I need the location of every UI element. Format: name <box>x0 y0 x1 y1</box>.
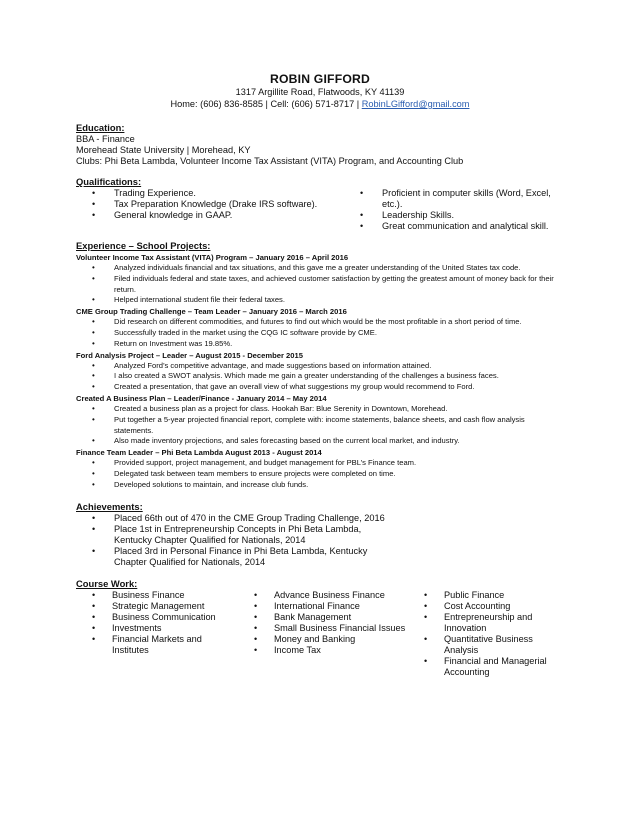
address-line: 1317 Argillite Road, Flatwoods, KY 41139 <box>235 87 405 97</box>
list-item: • Trading Experience. <box>76 188 344 199</box>
list-item: • Return on Investment was 19.85%. <box>76 339 564 350</box>
list-item: • Financial Markets and Institutes <box>76 634 238 656</box>
project-bullets <box>76 317 564 349</box>
resume-page <box>76 72 564 678</box>
project-title: CME Group Trading Challenge – Team Leader – January 2016 – March 2016 <box>76 307 347 317</box>
list-item: • Also made inventory projections, and sales forecasting based on the current local market, and industry. <box>76 436 564 447</box>
qualifications-left-list <box>76 188 344 232</box>
project-bullets <box>76 458 564 490</box>
list-item: • Income Tax <box>238 645 408 656</box>
list-item: • General knowledge in GAAP. <box>76 210 344 221</box>
list-item: • Provided support, project management, and budget management for PBL’s Finance team. <box>76 458 564 469</box>
list-item: • Developed solutions to maintain, and increase club funds. <box>76 480 564 491</box>
candidate-name: ROBIN GIFFORD <box>269 72 371 86</box>
list-item: • I also created a SWOT analysis. Which made me gain a greater understanding of the challenges a business faces. <box>76 371 564 382</box>
email-link[interactable]: RobinLGifford@gmail.com <box>361 99 470 109</box>
project-bullets <box>76 263 564 306</box>
coursework-col-3 <box>408 590 564 678</box>
list-item: • Cost Accounting <box>408 601 564 612</box>
list-item: • Bank Management <box>238 612 408 623</box>
list-item: • Public Finance <box>408 590 564 601</box>
list-item: • Analyzed Ford’s competitive advantage, and made suggestions based on information attained. <box>76 361 564 372</box>
projects-list <box>76 252 564 491</box>
list-item: • Great communication and analytical skill. <box>344 221 564 232</box>
list-item: • Filed individuals federal and state taxes, and achieved customer satisfaction by getting the greatest amount of money back for their return. <box>76 274 564 296</box>
list-item: • Business Communication <box>76 612 238 623</box>
list-item: • Placed 3rd in Personal Finance in Phi Beta Lambda, Kentucky Chapter Qualified for Nationals, 2014 <box>76 546 374 568</box>
coursework-columns <box>76 590 564 678</box>
project-bullets <box>76 361 564 393</box>
list-item: • Helped international student file their federal taxes. <box>76 295 564 306</box>
list-item: • Business Finance <box>76 590 238 601</box>
university: Morehead State University | Morehead, KY <box>76 145 251 155</box>
list-item: • Proficient in computer skills (Word, Excel, etc.). <box>344 188 564 210</box>
list-item: • Advance Business Finance <box>238 590 408 601</box>
list-item: • Strategic Management <box>76 601 238 612</box>
qualifications-heading: Qualifications: <box>76 176 142 187</box>
list-item: • Investments <box>76 623 238 634</box>
list-item: • Analyzed individuals financial and tax situations, and this gave me a greater understanding of the United States tax code. <box>76 263 564 274</box>
list-item: • Quantitative Business Analysis <box>408 634 564 656</box>
degree: BBA - Finance <box>76 134 135 144</box>
list-item: • Money and Banking <box>238 634 408 645</box>
list-item: • Small Business Financial Issues <box>238 623 408 634</box>
list-item: • Successfully traded in the market using the CQG IC software provide by CME. <box>76 328 564 339</box>
list-item: • Created a business plan as a project for class. Hookah Bar: Blue Serenity in Downtown, Morehead. <box>76 404 564 415</box>
project-title: Finance Team Leader – Phi Beta Lambda August 2013 - August 2014 <box>76 448 322 458</box>
project-title: Created A Business Plan – Leader/Finance - January 2014 – May 2014 <box>76 393 327 403</box>
project-title: Volunteer Income Tax Assistant (VITA) Program – January 2016 – April 2016 <box>76 253 349 262</box>
clubs: Clubs: Phi Beta Lambda, Volunteer Income Tax Assistant (VITA) Program, and Accounting Club <box>76 156 464 166</box>
education-heading: Education: <box>76 122 125 133</box>
list-item: • Did research on different commodities, and futures to find out which would be the most profitable in a short period of time. <box>76 317 564 328</box>
list-item: • Tax Preparation Knowledge (Drake IRS software). <box>76 199 344 210</box>
list-item: • Placed 66th out of 470 in the CME Group Trading Challenge, 2016 <box>76 513 564 524</box>
qualifications-right-list <box>344 188 564 232</box>
list-item: • International Finance <box>238 601 408 612</box>
project-bullets <box>76 404 564 447</box>
achievements-heading: Achievements: <box>76 500 143 512</box>
experience-heading: Experience – School Projects: <box>76 240 211 251</box>
qualifications-columns <box>76 188 564 232</box>
list-item: • Leadership Skills. <box>344 210 564 221</box>
list-item: • Created a presentation, that gave an overall view of what suggestions my group would recommend to Ford. <box>76 382 564 393</box>
list-item: • Delegated task between team members to ensure projects were completed on time. <box>76 469 564 480</box>
list-item: • Put together a 5-year projected financial report, complete with: income statements, balance sheets, and cash flow analysis statements. <box>76 415 564 437</box>
contact-line <box>76 98 564 110</box>
list-item: • Financial and Managerial Accounting <box>408 656 564 678</box>
phone-numbers: Home: (606) 836-8585 | Cell: (606) 571-8717 | <box>170 99 360 109</box>
project-title: Ford Analysis Project – Leader – August 2015 - December 2015 <box>76 350 303 360</box>
coursework-col-1 <box>76 590 238 678</box>
list-item: • Entrepreneurship and Innovation <box>408 612 564 634</box>
list-item: • Place 1st in Entrepreneurship Concepts in Phi Beta Lambda, Kentucky Chapter Qualified for Nationals, 2014 <box>76 524 374 546</box>
coursework-col-2 <box>238 590 408 678</box>
achievements-list <box>76 513 564 568</box>
coursework-heading: Course Work: <box>76 577 138 589</box>
